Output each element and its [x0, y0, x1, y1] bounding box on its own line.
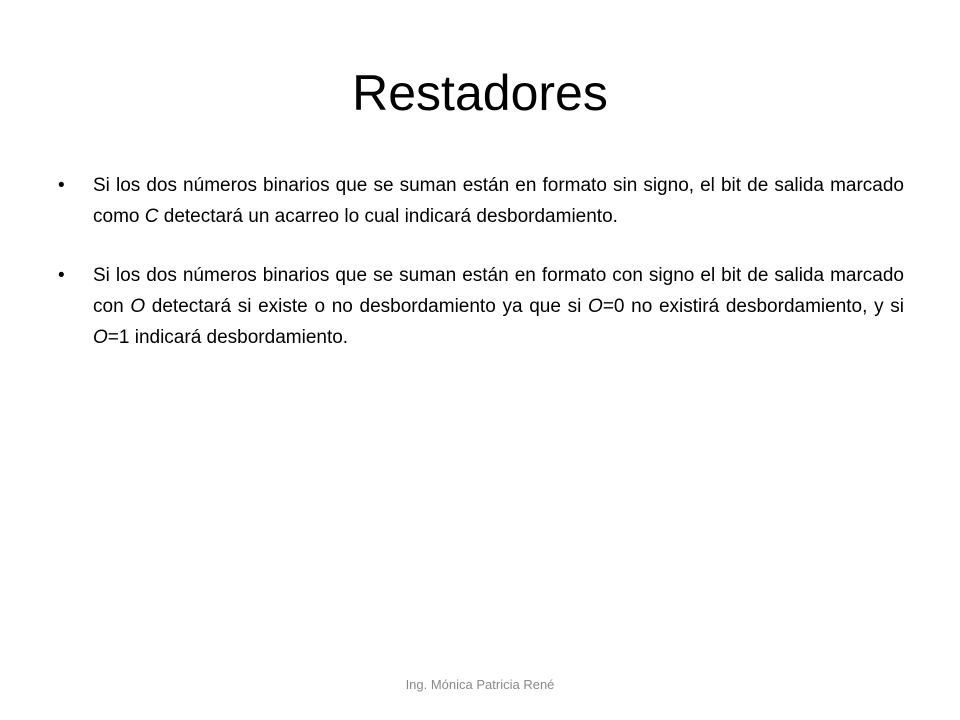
bullet-text-segment: C — [144, 206, 159, 227]
bullet-text — [93, 265, 904, 348]
bullet-text-segment: Si los dos números binarios que se suman están en formato con signo el bit de salida marcado con — [93, 265, 904, 317]
bullet-list — [58, 170, 904, 381]
bullet-text-segment: O — [588, 296, 603, 317]
bullet-item — [58, 260, 904, 353]
bullet-marker: • — [58, 175, 65, 196]
slide-footer: Ing. Mónica Patricia René — [405, 677, 555, 692]
bullet-item — [58, 170, 904, 232]
bullet-text-segment: O — [93, 327, 108, 348]
bullet-marker: • — [58, 265, 65, 286]
bullet-text-segment: =1 indicará desbordamiento. — [107, 327, 349, 348]
bullet-text-segment: =0 no existirá desbordamiento, y si — [602, 296, 904, 317]
bullet-text-segment: O — [130, 296, 146, 317]
bullet-text-segment: detectará un acarreo lo cual indicará desbordamiento. — [158, 206, 618, 227]
slide-title: Restadores — [352, 65, 608, 121]
bullet-text-segment: Si los dos números binarios que se suman están en formato sin signo, el bit de salida marcado como — [93, 175, 904, 227]
bullet-text — [93, 175, 904, 227]
bullet-text-segment: detectará si existe o no desbordamiento ya que si — [145, 296, 589, 317]
